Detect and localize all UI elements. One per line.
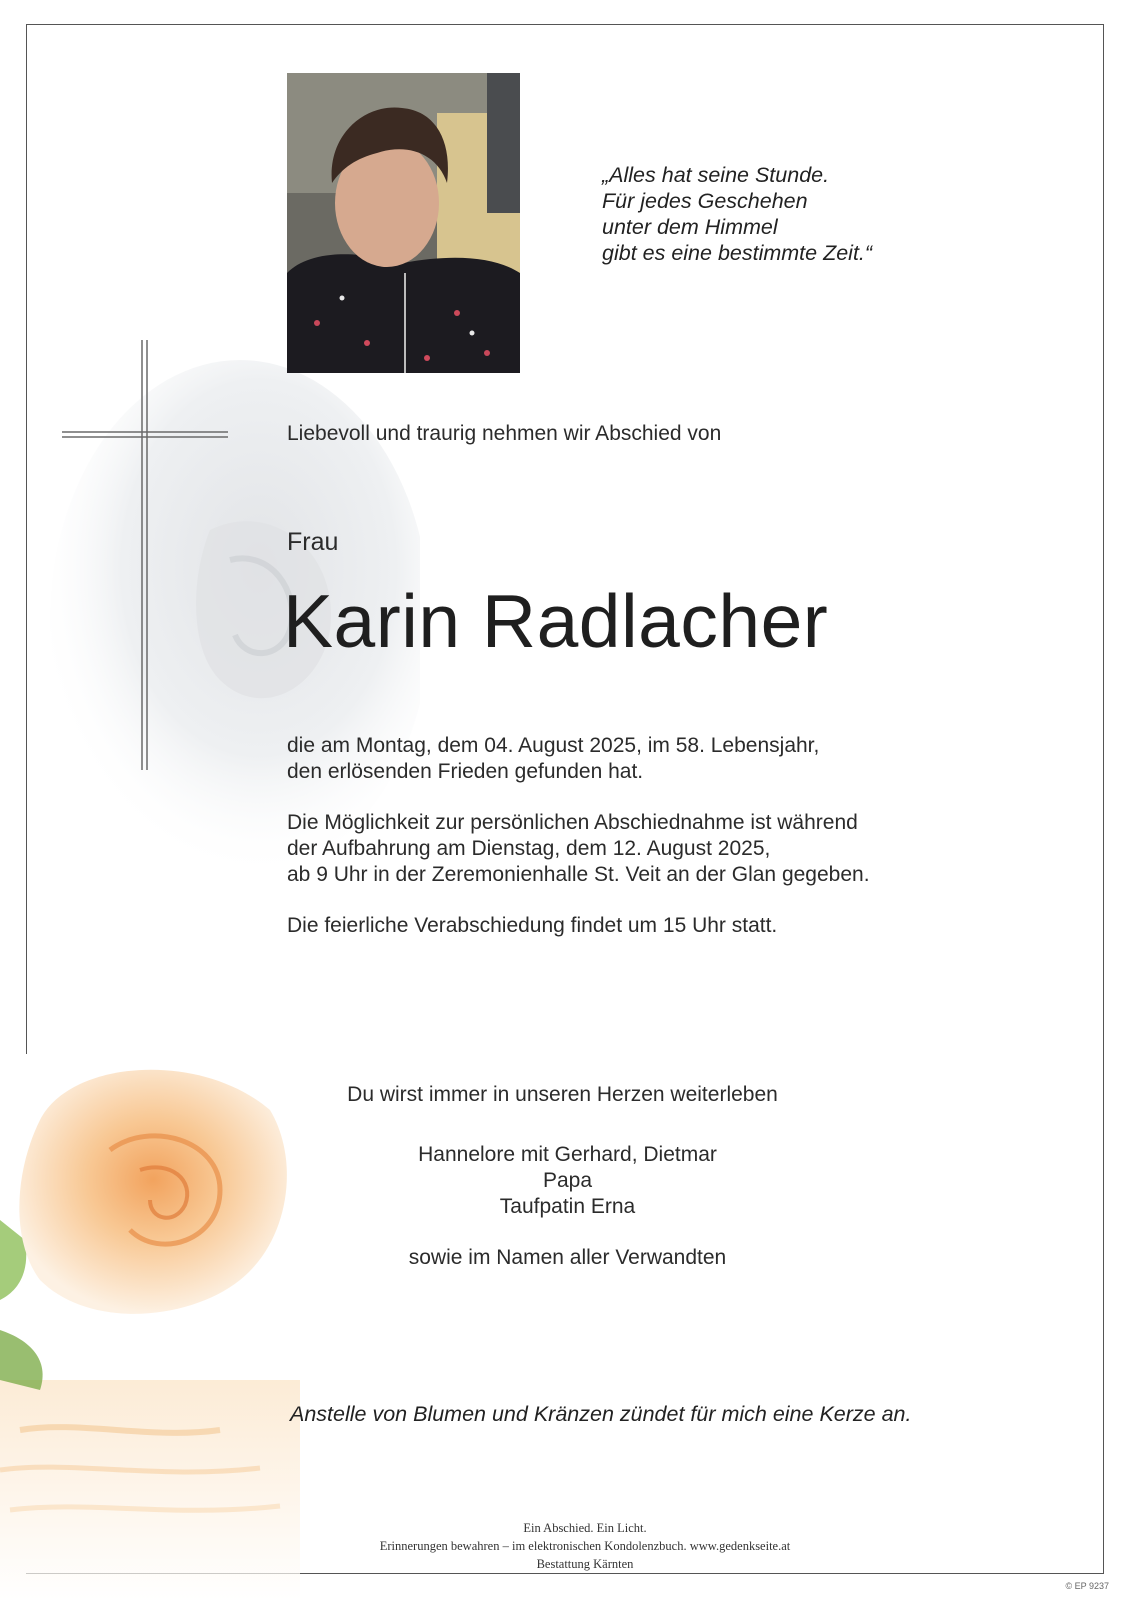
- quote-line: Für jedes Geschehen: [602, 189, 808, 213]
- death-line: die am Montag, dem 04. August 2025, im 58. Lebensjahr,: [287, 734, 820, 757]
- footer: [330, 1519, 840, 1573]
- footer-line: Erinnerungen bewahren – im elektronischen Kondolenzbuch. www.gedenkseite.at: [379, 1539, 791, 1553]
- family-member: Papa: [542, 1169, 593, 1192]
- footer-line: Bestattung Kärnten: [536, 1557, 634, 1571]
- quote-line: unter dem Himmel: [602, 215, 778, 239]
- footer-line: Ein Abschied. Ein Licht.: [523, 1521, 647, 1535]
- intro-text: Liebevoll und traurig nehmen wir Abschied von: [287, 422, 722, 445]
- cross-icon: [62, 340, 232, 780]
- portrait-photo: [287, 73, 520, 373]
- death-paragraph: [287, 733, 819, 785]
- viewing-paragraph: [287, 810, 870, 888]
- viewing-line: Die Möglichkeit zur persönlichen Abschiednahme ist während: [287, 811, 858, 834]
- page-frame-left: [26, 24, 27, 1054]
- rose-image: [0, 1040, 300, 1600]
- quote-line: „Alles hat seine Stunde.: [602, 163, 830, 187]
- family-list: [300, 1142, 835, 1220]
- death-line: den erlösenden Frieden gefunden hat.: [287, 760, 644, 783]
- relatives-text: sowie im Namen aller Verwandten: [408, 1246, 727, 1269]
- viewing-line: der Aufbahrung am Dienstag, dem 12. August 2025,: [287, 837, 771, 860]
- ceremony-text: Die feierliche Verabschiedung findet um 15 Uhr statt.: [287, 914, 778, 937]
- deceased-name: Karin Radlacher: [283, 579, 829, 663]
- family-member: Hannelore mit Gerhard, Dietmar: [418, 1143, 717, 1166]
- quote-block: [602, 162, 872, 266]
- quote-line: gibt es eine bestimmte Zeit.“: [602, 241, 873, 265]
- print-code: © EP 9237: [1065, 1581, 1109, 1591]
- closing-text: Du wirst immer in unseren Herzen weiterleben: [347, 1083, 778, 1106]
- salutation: Frau: [287, 528, 339, 556]
- viewing-line: ab 9 Uhr in der Zeremonienhalle St. Veit an der Glan gegeben.: [287, 863, 870, 886]
- family-member: Taufpatin Erna: [499, 1195, 636, 1218]
- candle-note: Anstelle von Blumen und Kränzen zündet für mich eine Kerze an.: [290, 1402, 912, 1426]
